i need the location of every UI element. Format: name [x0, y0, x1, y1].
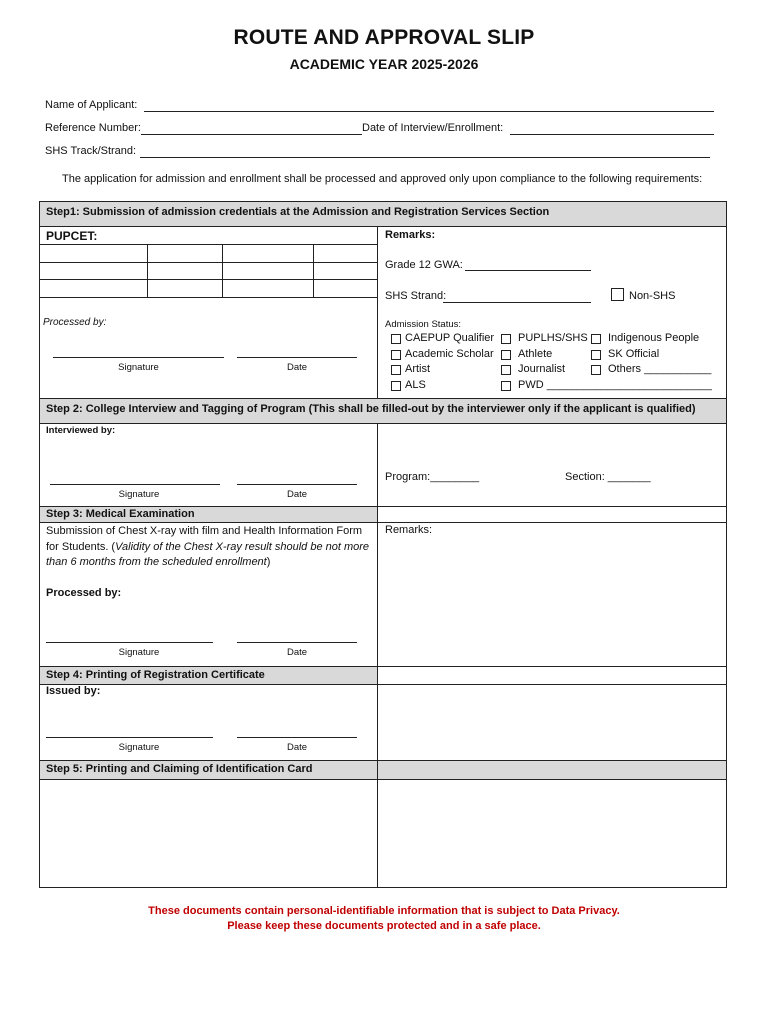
step3-date-caption: Date: [286, 647, 308, 658]
status-checkbox-athlete[interactable]: [501, 350, 511, 360]
step4-signature-caption: Signature: [118, 742, 160, 753]
rule-step4-top: [39, 666, 727, 667]
step4-heading: Step 4: Printing of Registration Certificate: [46, 669, 265, 681]
step5-heading: Step 5: Printing and Claiming of Identification Card: [46, 763, 313, 775]
privacy-notice-line1: These documents contain personal-identifiable information that is subject to Data Privacy.: [148, 905, 620, 917]
status-checkbox-academic-scholar[interactable]: [391, 350, 401, 360]
interviewed-by-label: Interviewed by:: [46, 425, 116, 436]
frame-bottom: [39, 887, 727, 888]
rule-step5: [39, 779, 727, 780]
step3-processed-by: Processed by:: [46, 587, 122, 599]
status-checkbox-others[interactable]: [591, 365, 601, 375]
applicant-name-field[interactable]: [144, 111, 714, 112]
frame-right: [726, 201, 727, 888]
status-checkbox-artist[interactable]: [391, 365, 401, 375]
step3-heading: Step 3: Medical Examination: [46, 508, 195, 520]
pupcet-label: PUPCET:: [46, 229, 98, 243]
pupcet-grid-row1: [39, 262, 377, 263]
status-athlete: Athlete: [518, 348, 553, 360]
interview-date-field[interactable]: [510, 134, 714, 135]
rule-step2: [39, 423, 727, 424]
reference-number-label: Reference Number:: [45, 122, 141, 134]
status-others: Others ___________: [608, 363, 712, 375]
medical-desc-line1: Submission of Chest X-ray with film and Health Information Form: [46, 525, 363, 537]
non-shs-checkbox[interactable]: [611, 288, 624, 301]
step1-processed-by: Processed by:: [43, 317, 107, 328]
rule-step4: [39, 684, 727, 685]
step3-signature-caption: Signature: [118, 647, 160, 658]
status-checkbox-puplhs[interactable]: [501, 334, 511, 344]
step1-signature-caption: Signature: [118, 362, 159, 373]
gwa-label: Grade 12 GWA:: [385, 259, 463, 271]
status-checkbox-journalist[interactable]: [501, 365, 511, 375]
step4-signature-line[interactable]: [46, 737, 213, 738]
rule-step3: [39, 522, 727, 523]
applicant-name-label: Name of Applicant:: [45, 99, 138, 111]
status-artist: Artist: [405, 363, 431, 375]
pupcet-grid-col1: [147, 244, 148, 297]
admission-status-label: Admission Status:: [385, 319, 462, 330]
step1-heading: Step1: Submission of admission credentials at the Admission and Registration Services Section: [46, 206, 550, 218]
intro-text: The application for admission and enrollment shall be processed and approved only upon compliance to the following requirements:: [62, 173, 703, 185]
status-checkbox-sk-official[interactable]: [591, 350, 601, 360]
step1-remarks-label: Remarks:: [385, 229, 436, 241]
step1-date-caption: Date: [286, 362, 308, 373]
form-title: ROUTE AND APPROVAL SLIP: [233, 26, 535, 49]
step2-date-caption: Date: [286, 489, 308, 500]
divider-step1: [377, 226, 378, 398]
pupcet-grid-bottom: [39, 297, 377, 298]
rule-step1: [39, 226, 727, 227]
shs-track-label: SHS Track/Strand:: [45, 145, 137, 157]
frame-left: [39, 201, 40, 888]
non-shs-label: Non-SHS: [629, 290, 676, 302]
interview-date-label: Date of Interview/Enrollment:: [362, 122, 504, 134]
status-checkbox-pwd[interactable]: [501, 381, 511, 391]
rule-step3-top: [39, 506, 727, 507]
status-puplhs-shs: PUPLHS/SHS: [518, 332, 588, 344]
program-label: Program:________: [385, 471, 480, 483]
pupcet-grid-col2: [222, 244, 223, 297]
medical-desc-3a: than 6 months from the scheduled enrollment: [46, 556, 267, 568]
status-academic-scholar: Academic Scholar: [405, 348, 494, 360]
medical-desc-2b: Validity of the Chest X-ray result should be not more: [115, 541, 370, 553]
step3-remarks-label: Remarks:: [385, 524, 433, 536]
step2-heading: Step 2: College Interview and Tagging of Program (This shall be filled-out by the interviewer only if the applicant is qualified): [46, 403, 696, 415]
medical-desc-2a: for Students. (: [46, 541, 116, 553]
rule-step2-top: [39, 398, 727, 399]
step2-date-line[interactable]: [237, 484, 357, 485]
status-checkbox-als[interactable]: [391, 381, 401, 391]
status-indigenous-people: Indigenous People: [608, 332, 700, 344]
step2-signature-caption: Signature: [118, 489, 160, 500]
gwa-field[interactable]: [465, 270, 591, 271]
medical-desc-line3: [46, 556, 270, 568]
divider-steps2-5: [377, 423, 378, 887]
step1-date-line[interactable]: [237, 357, 357, 358]
privacy-notice-line2: Please keep these documents protected and in a safe place.: [227, 920, 541, 932]
status-pwd: PWD ___________________________: [518, 379, 712, 391]
pupcet-grid-top: [39, 244, 377, 245]
step1-signature-line[interactable]: [53, 357, 224, 358]
shs-strand-label: SHS Strand:: [385, 290, 447, 302]
step4-date-line[interactable]: [237, 737, 357, 738]
status-journalist: Journalist: [518, 363, 566, 375]
reference-number-field[interactable]: [141, 134, 362, 135]
status-checkbox-caepup[interactable]: [391, 334, 401, 344]
academic-year: ACADEMIC YEAR 2025-2026: [289, 56, 479, 72]
shs-strand-field[interactable]: [443, 302, 591, 303]
step2-signature-line[interactable]: [50, 484, 220, 485]
section-label: Section: _______: [565, 471, 651, 483]
pupcet-grid-col3: [313, 244, 314, 297]
shs-track-field[interactable]: [140, 157, 710, 158]
status-als: ALS: [405, 379, 426, 391]
pupcet-grid-row2: [39, 279, 377, 280]
step4-date-caption: Date: [286, 742, 308, 753]
step3-date-line[interactable]: [237, 642, 357, 643]
status-checkbox-indigenous[interactable]: [591, 334, 601, 344]
rule-step5-top: [39, 760, 727, 761]
status-caepup-qualifier: CAEPUP Qualifier: [405, 332, 495, 344]
status-sk-official: SK Official: [608, 348, 660, 360]
frame-top: [39, 201, 727, 202]
medical-desc-3b: ): [266, 556, 271, 568]
medical-desc-line2: [46, 541, 369, 553]
step3-signature-line[interactable]: [46, 642, 213, 643]
issued-by-label: Issued by:: [46, 685, 101, 697]
